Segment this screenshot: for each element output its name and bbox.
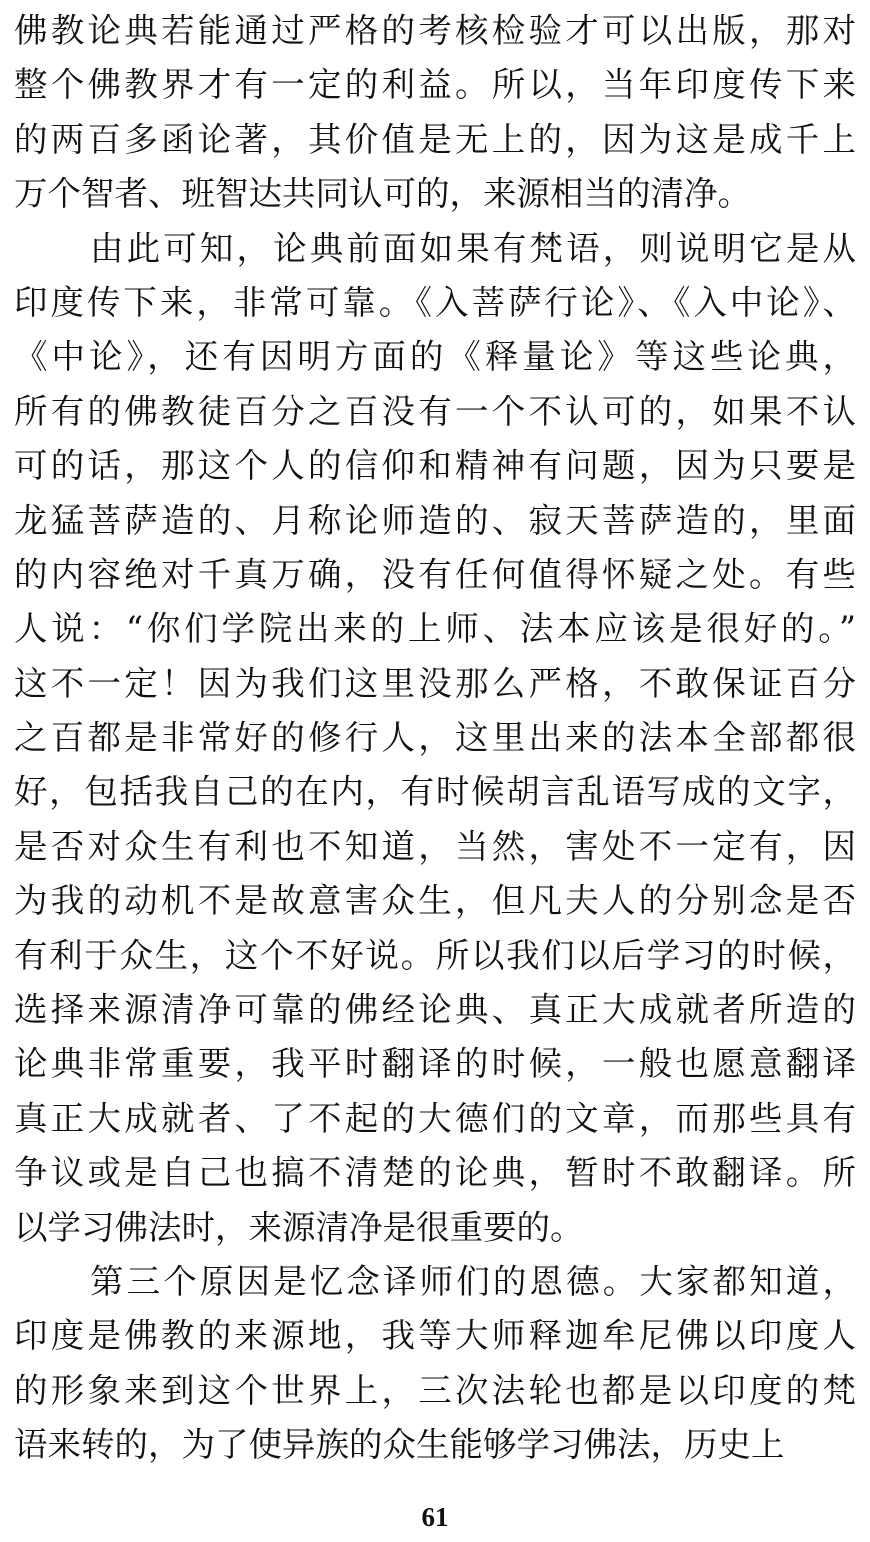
text-line: 佛教论典若能通过严格的考核检验才可以出版，那对 bbox=[14, 11, 856, 50]
text-line: 论典非常重要，我平时翻译的时候，一般也愿意翻译 bbox=[14, 1044, 856, 1084]
text-line: 之百都是非常好的修行人，这里出来的法本全部都很 bbox=[14, 718, 856, 758]
text-line: 以学习佛法时，来源清净是很重要的。 bbox=[14, 1207, 584, 1247]
text-line: 真正大成就者、了不起的大德们的文章，而那些具有 bbox=[14, 1098, 856, 1138]
text-line: 语来转的，为了使异族的众生能够学习佛法，历史上 bbox=[14, 1425, 785, 1465]
text-line: 人说：“你们学院出来的上师、法本应该是很好的。” bbox=[14, 609, 856, 649]
text-line: 有利于众生，这个不好说。所以我们以后学习的时候， bbox=[14, 935, 856, 975]
text-line: 印度是佛教的来源地，我等大师释迦牟尼佛以印度人 bbox=[14, 1316, 856, 1356]
text-line: 龙猛菩萨造的、月称论师造的、寂天菩萨造的，里面 bbox=[14, 500, 856, 540]
body-text bbox=[14, 4, 856, 1473]
text-line: 所有的佛教徒百分之百没有一个不认可的，如果不认 bbox=[14, 391, 856, 431]
text-line: 的形象来到这个世界上，三次法轮也都是以印度的梵 bbox=[14, 1370, 856, 1410]
paragraph bbox=[14, 1255, 856, 1473]
text-line: 的两百多函论著，其价值是无上的，因为这是成千上 bbox=[14, 119, 856, 159]
text-line: 《中论》，还有因明方面的《释量论》等这些论典， bbox=[14, 337, 856, 377]
text-line: 万个智者、班智达共同认可的，来源相当的清净。 bbox=[14, 174, 751, 214]
text-line: 是否对众生有利也不知道，当然，害处不一定有，因 bbox=[14, 826, 856, 866]
text-line: 的内容绝对千真万确，没有任何值得怀疑之处。有些 bbox=[14, 554, 856, 594]
text-line: 可的话，那这个人的信仰和精神有问题，因为只要是 bbox=[14, 446, 856, 486]
text-line: 第三个原因是忆念译师们的恩德。大家都知道， bbox=[90, 1261, 856, 1301]
page-number: 61 bbox=[421, 1502, 449, 1532]
text-line: 争议或是自己也搞不清楚的论典，暂时不敢翻译。所 bbox=[14, 1153, 856, 1193]
text-line: 由此可知，论典前面如果有梵语，则说明它是从 bbox=[90, 228, 856, 268]
text-line: 整个佛教界才有一定的利益。所以，当年印度传下来 bbox=[14, 65, 856, 105]
text-line: 选择来源清净可靠的佛经论典、真正大成就者所造的 bbox=[14, 990, 856, 1030]
text-line: 为我的动机不是故意害众生，但凡夫人的分别念是否 bbox=[14, 881, 856, 921]
text-line: 好，包括我自己的在内，有时候胡言乱语写成的文字， bbox=[14, 772, 856, 812]
paragraph bbox=[14, 222, 856, 1255]
text-line: 印度传下来，非常可靠。《入菩萨行论》、《入中论》、 bbox=[14, 282, 856, 322]
paragraph bbox=[14, 4, 856, 222]
text-line: 这不一定！因为我们这里没那么严格，不敢保证百分 bbox=[14, 663, 856, 703]
